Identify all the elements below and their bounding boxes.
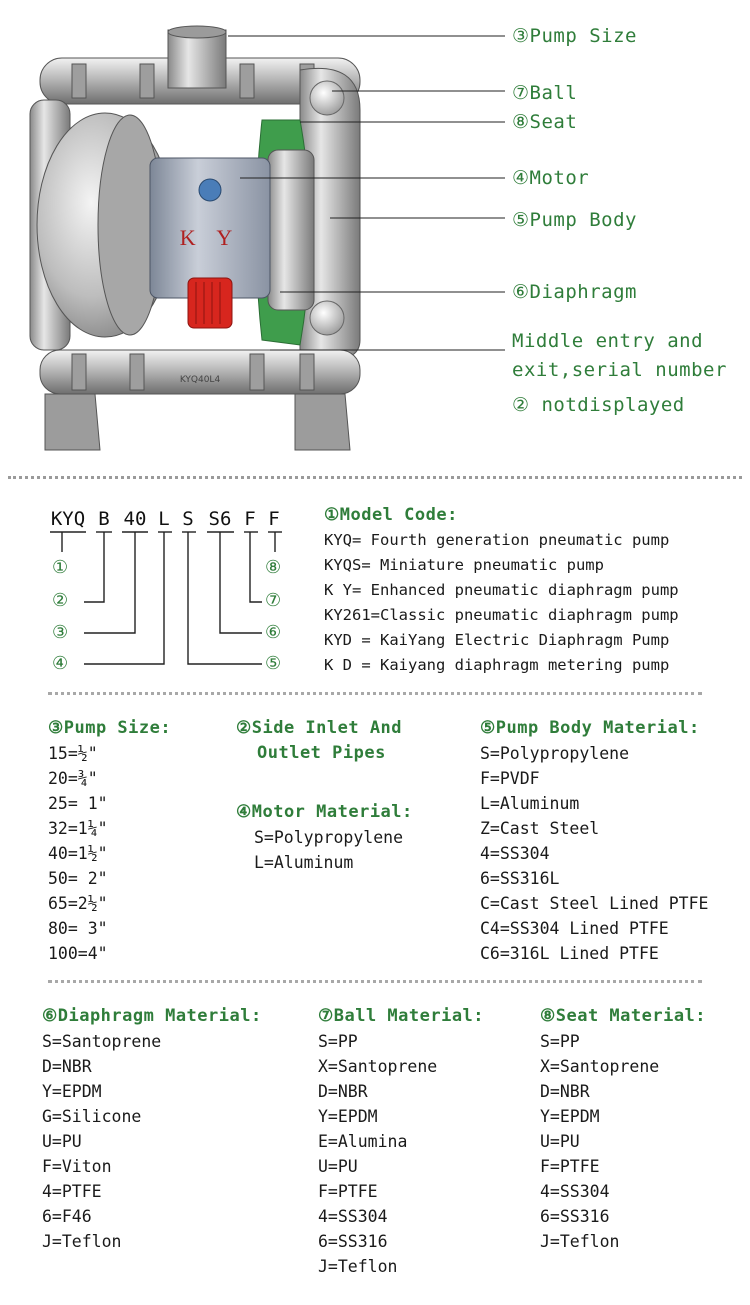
seat-material-item: D=NBR — [540, 1082, 590, 1101]
pump-size-item: 32=1¼" — [48, 819, 108, 838]
model-code-line: KYQS= Miniature pneumatic pump — [324, 556, 604, 574]
model-code-legend — [324, 503, 679, 678]
diaphragm-material-item: U=PU — [42, 1132, 82, 1151]
seat-material-item: Y=EPDM — [540, 1107, 600, 1126]
pump-size-item: 25= 1" — [48, 794, 108, 813]
pump-body-material-item: C=Cast Steel Lined PTFE — [480, 894, 709, 913]
code-number-6: ⑥ — [265, 622, 282, 643]
motor — [150, 158, 270, 298]
model-code-title: ①Model Code: — [324, 505, 458, 525]
pump-logo: K Y — [179, 225, 241, 250]
pump-size-item: 20=¾" — [48, 769, 98, 788]
pump-size-item: 50= 2" — [48, 869, 108, 888]
diaphragm-material-item: Y=EPDM — [42, 1082, 102, 1101]
code-part-model: KYQ — [50, 508, 86, 530]
code-number-5: ⑤ — [265, 653, 282, 674]
ball-material-item: 4=SS304 — [318, 1207, 388, 1226]
pump-body-material-item: L=Aluminum — [480, 794, 580, 813]
seat-material-item: 6=SS316 — [540, 1207, 610, 1226]
side-inlet-block — [236, 716, 402, 766]
bottom-manifold — [40, 350, 360, 450]
pump-body-material-item: F=PVDF — [480, 769, 540, 788]
diaphragm-material-item: G=Silicone — [42, 1107, 142, 1126]
pump-body-material-item: C6=316L Lined PTFE — [480, 944, 659, 963]
callout-seat: ⑧Seat — [512, 111, 578, 133]
ball-material-item: X=Santoprene — [318, 1057, 438, 1076]
diaphragm-material-title: ⑥Diaphragm Material: — [42, 1006, 262, 1026]
callout-serial-number: exit,serial number — [512, 359, 727, 381]
callout-middle-entry: Middle entry and — [512, 330, 704, 352]
pump-size-title: ③Pump Size: — [48, 718, 172, 738]
motor-material-title: ④Motor Material: — [236, 802, 413, 822]
pump-illustration — [0, 0, 750, 460]
callout-not-displayed: ② notdisplayed — [512, 394, 685, 416]
pump-body-material-item: S=Polypropylene — [480, 744, 630, 763]
ball-material-item: E=Alumina — [318, 1132, 408, 1151]
ball-material-item: S=PP — [318, 1032, 358, 1051]
diaphragm-material-item: 6=F46 — [42, 1207, 92, 1226]
pump-size-list — [48, 716, 171, 966]
pump-body-material-item: 6=SS316L — [480, 869, 560, 888]
right-chamber — [256, 68, 360, 360]
callout-ball: ⑦Ball — [512, 82, 578, 104]
separator — [8, 476, 742, 479]
seat-material-item: F=PTFE — [540, 1157, 600, 1176]
ball-material-item: F=PTFE — [318, 1182, 378, 1201]
diaphragm-material-list — [42, 1004, 262, 1254]
ball-material-item: J=Teflon — [318, 1257, 398, 1276]
ball-material-list — [318, 1004, 484, 1279]
seat-material-item: S=PP — [540, 1032, 580, 1051]
callout-pump-size: ③Pump Size — [512, 25, 637, 47]
callout-motor: ④Motor — [512, 167, 590, 189]
model-code-line: KY261=Classic pneumatic diaphragm pump — [324, 606, 679, 624]
seat-material-item: 4=SS304 — [540, 1182, 610, 1201]
ball-material-item: D=NBR — [318, 1082, 368, 1101]
code-number-4: ④ — [52, 653, 69, 674]
body-stamp: KYQ40L4 — [179, 375, 221, 385]
code-part-size: 40 — [123, 508, 147, 530]
code-number-2: ② — [52, 590, 69, 611]
code-part-body: S — [182, 508, 194, 530]
ball-material-title: ⑦Ball Material: — [318, 1006, 485, 1026]
model-code-line: KYQ= Fourth generation pneumatic pump — [324, 531, 670, 549]
model-code-line: K D = Kaiyang diaphragm metering pump — [324, 656, 670, 674]
code-part-diaphragm: S6 — [208, 508, 232, 530]
ball-material-item: U=PU — [318, 1157, 358, 1176]
seat-material-item: U=PU — [540, 1132, 580, 1151]
callout-pump-body: ⑤Pump Body — [512, 209, 637, 231]
code-part-motor: L — [158, 508, 170, 530]
pump-body-material-item: C4=SS304 Lined PTFE — [480, 919, 669, 938]
motor-material-item: L=Aluminum — [254, 853, 354, 872]
code-number-8: ⑧ — [265, 557, 282, 578]
pump-size-item: 65=2½" — [48, 894, 108, 913]
muffler — [188, 278, 232, 328]
model-code-line: K Y= Enhanced pneumatic diaphragm pump — [324, 581, 679, 599]
diaphragm-material-item: F=Viton — [42, 1157, 112, 1176]
seat-material-item: J=Teflon — [540, 1232, 620, 1251]
code-part-ball: F — [244, 508, 256, 530]
pump-size-item: 40=1½" — [48, 844, 108, 863]
diaphragm-material-item: S=Santoprene — [42, 1032, 162, 1051]
seat-material-item: X=Santoprene — [540, 1057, 660, 1076]
separator — [48, 692, 702, 695]
code-part-seat: F — [268, 508, 280, 530]
code-number-1: ① — [52, 557, 69, 578]
pump-size-item: 15=½" — [48, 744, 98, 763]
seat-material-title: ⑧Seat Material: — [540, 1006, 707, 1026]
pump-body-material-list — [480, 716, 708, 966]
side-inlet-title: ②Side Inlet And — [236, 718, 403, 738]
code-number-7: ⑦ — [265, 590, 282, 611]
callout-diaphragm: ⑥Diaphragm — [512, 281, 637, 303]
code-number-3: ③ — [52, 622, 69, 643]
diaphragm-material-item: J=Teflon — [42, 1232, 122, 1251]
seat-material-list — [540, 1004, 706, 1254]
model-code-line: KYD = KaiYang Electric Diaphragm Pump — [324, 631, 670, 649]
code-part-side-inlet: B — [98, 508, 110, 530]
diaphragm-material-item: D=NBR — [42, 1057, 92, 1076]
motor-material-list — [236, 800, 413, 875]
pump-size-item: 100=4" — [48, 944, 108, 963]
ball-material-item: 6=SS316 — [318, 1232, 388, 1251]
motor-material-item: S=Polypropylene — [254, 828, 404, 847]
pump-size-item: 80= 3" — [48, 919, 108, 938]
pump-body-material-item: 4=SS304 — [480, 844, 550, 863]
ball-material-item: Y=EPDM — [318, 1107, 378, 1126]
pump-body-material-title: ⑤Pump Body Material: — [480, 718, 700, 738]
diaphragm-material-item: 4=PTFE — [42, 1182, 102, 1201]
side-inlet-title-2: Outlet Pipes — [257, 743, 386, 763]
separator — [48, 980, 702, 983]
pump-body-material-item: Z=Cast Steel — [480, 819, 600, 838]
